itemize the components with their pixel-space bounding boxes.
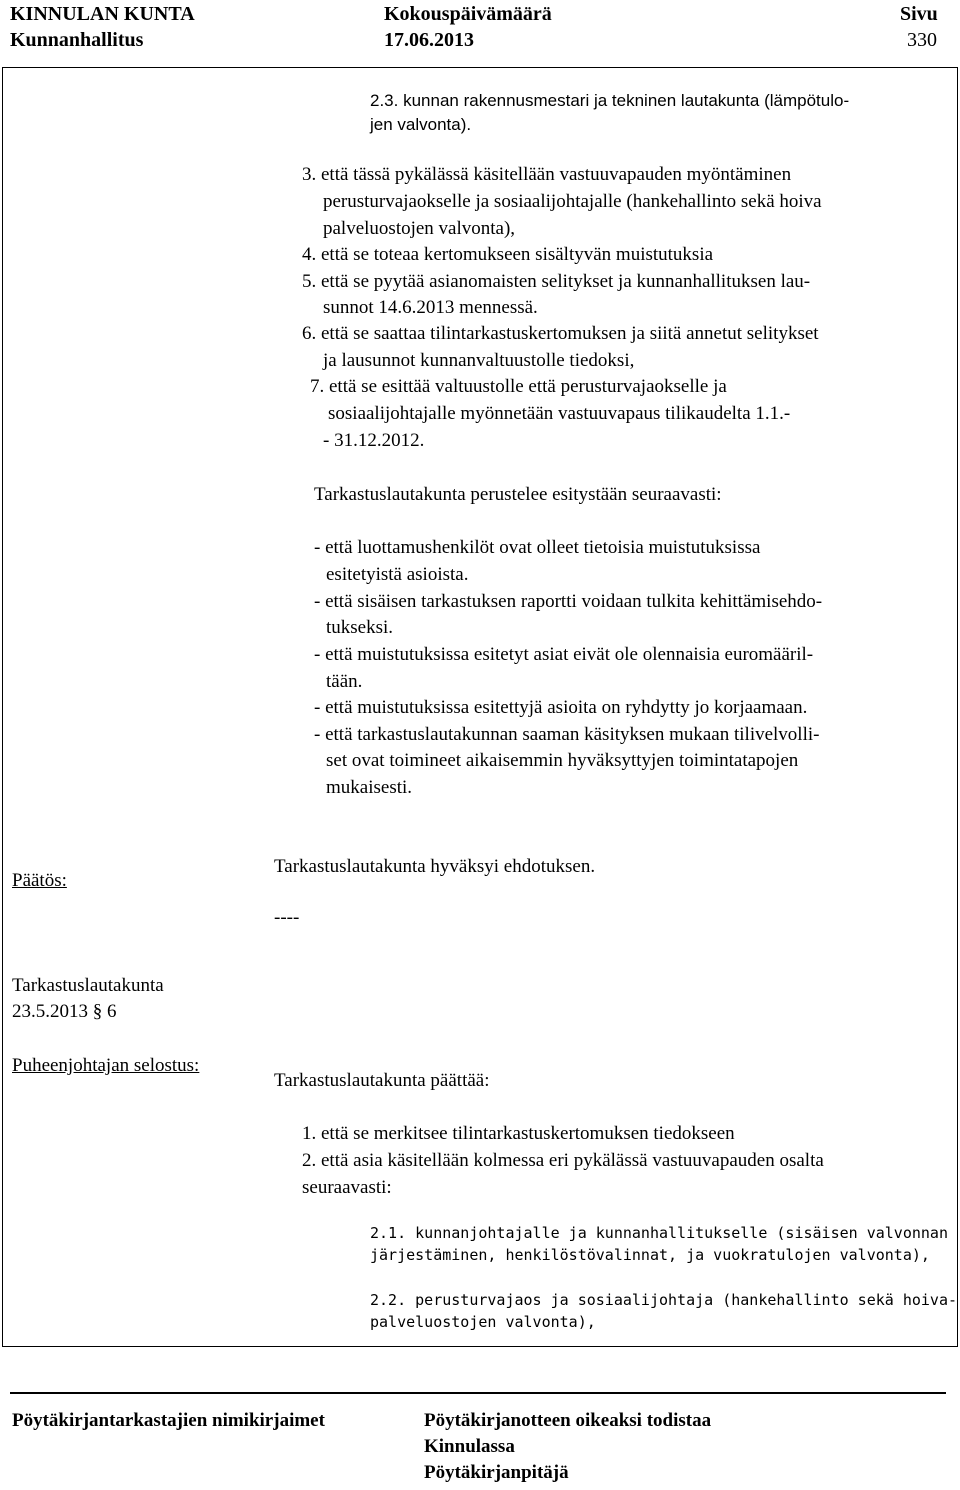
page-number: 330 <box>907 29 937 51</box>
decision-item-2-2-line1: 2.2. perusturvajaos ja sosiaalijohtaja (hankehallinto sekä hoiva- <box>370 1291 957 1309</box>
list-item-6-line1: 6. että se saattaa tilintarkastuskertomuksen ja siitä annetut selitykset <box>302 323 819 344</box>
decision-item-2-1-line2: järjestäminen, henkilöstövalinnat, ja vuokratulojen valvonta), <box>370 1246 930 1264</box>
list-item-3-line1: 3. että tässä pykälässä käsitellään vastuuvapauden myöntäminen <box>302 164 792 185</box>
municipality-name: KINNULAN KUNTA <box>10 3 195 25</box>
meeting-date-section: 23.5.2013 § 6 <box>12 1001 117 1022</box>
list-item-4: 4. että se toteaa kertomukseen sisältyvän muistutuksia <box>302 244 714 265</box>
page-label: Sivu <box>900 3 938 25</box>
list-item-7-line3: - 31.12.2012. <box>323 430 425 451</box>
chair-label: Puheenjohtajan selostus: <box>12 1055 200 1076</box>
reason-5-line2: set ovat toimineet aikaisemmin hyväksyttyjen toimintatapojen <box>326 750 799 771</box>
decision-item-1: 1. että se merkitsee tilintarkastuskertomuksen tiedokseen <box>302 1123 735 1144</box>
list-item-3-line3: palveluostojen valvonta), <box>323 218 516 239</box>
reason-4: - että muistutuksissa esitettyjä asioita on ryhdytty jo korjaamaan. <box>314 697 808 718</box>
list-item-2-3-line1: 2.3. kunnan rakennusmestari ja tekninen lautakunta (lämpötulo- <box>370 91 850 110</box>
decision-item-2-2-line2: palveluostojen valvonta), <box>370 1313 596 1331</box>
list-item-7-line1: 7. että se esittää valtuustolle että perusturvajaokselle ja <box>310 376 727 397</box>
reason-1-line2: esitetyistä asioista. <box>326 564 469 585</box>
date-label: Kokouspäivämäärä <box>384 3 552 25</box>
meeting-body: Tarkastuslautakunta <box>12 975 164 996</box>
reason-2-line2: tukseksi. <box>326 617 394 638</box>
reason-2-line1: - että sisäisen tarkastuksen raportti voidaan tulkita kehittämisehdo- <box>314 591 823 612</box>
list-item-6-line2: ja lausunnot kunnanvaltuustolle tiedoksi, <box>323 350 635 371</box>
decision-separator: ---- <box>274 907 300 928</box>
initials-label: Pöytäkirjantarkastajien nimikirjaimet <box>12 1410 325 1431</box>
list-item-5-line2: sunnot 14.6.2013 mennessä. <box>323 297 538 318</box>
certified-place: Kinnulassa <box>424 1436 515 1457</box>
meeting-date: 17.06.2013 <box>384 29 474 51</box>
decision-label: Päätös: <box>12 870 67 891</box>
reason-3-line2: tään. <box>326 671 363 692</box>
reason-1-line1: - että luottamushenkilöt ovat olleet tietoisia muistutuksissa <box>314 537 761 558</box>
footer-divider <box>10 1392 946 1394</box>
list-item-2-3-line2: jen valvonta). <box>370 115 472 134</box>
decision-text: Tarkastuslautakunta hyväksyi ehdotuksen. <box>274 856 596 877</box>
secretary-label: Pöytäkirjanpitäjä <box>424 1462 569 1483</box>
reason-5-line1: - että tarkastuslautakunnan saaman käsityksen mukaan tilivelvolli- <box>314 724 820 745</box>
decision-item-2-1-line1: 2.1. kunnanjohtajalle ja kunnanhallitukselle (sisäisen valvonnan <box>370 1224 948 1242</box>
decision-item-2-line2: seuraavasti: <box>302 1177 392 1198</box>
list-item-3-line2: perusturvajaokselle ja sosiaalijohtajalle (hankehallinto sekä hoiva <box>323 191 822 212</box>
decision-item-2-line1: 2. että asia käsitellään kolmessa eri pykälässä vastuuvapauden osalta <box>302 1150 824 1171</box>
reason-5-line3: mukaisesti. <box>326 777 413 798</box>
list-item-7-line2: sosiaalijohtajalle myönnetään vastuuvapaus tilikaudelta 1.1.- <box>328 403 791 424</box>
body-name: Kunnanhallitus <box>10 29 144 51</box>
decides-heading: Tarkastuslautakunta päättää: <box>274 1070 490 1091</box>
list-item-5-line1: 5. että se pyytää asianomaisten selitykset ja kunnanhallituksen lau- <box>302 271 811 292</box>
reason-3-line1: - että muistutuksissa esitetyt asiat eivät ole olennaisia euromääril- <box>314 644 814 665</box>
reasoning-intro: Tarkastuslautakunta perustelee esitystään seuraavasti: <box>314 484 722 505</box>
certified-label: Pöytäkirjanotteen oikeaksi todistaa <box>424 1410 712 1431</box>
